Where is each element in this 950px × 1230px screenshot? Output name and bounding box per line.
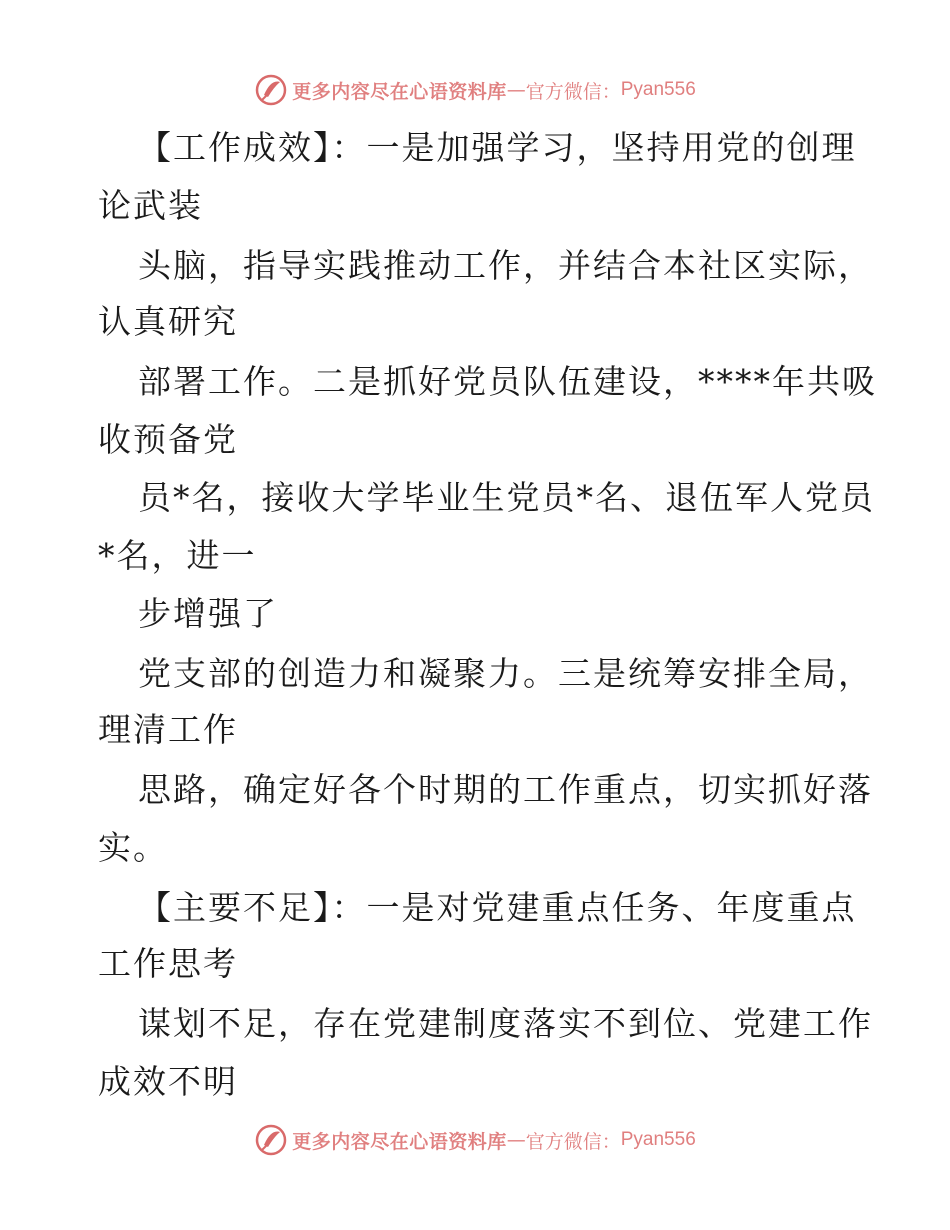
watermark-wechat-label: 官方微信： [525,80,621,103]
body-line: 实。 [98,828,168,867]
body-line: 步增强了 [138,594,278,633]
body-line: 理清工作 [98,710,238,749]
header-watermark [0,70,950,110]
body-line: 【工作成效】：一是加强学习，坚持用党的创理 [138,128,857,167]
body-line: 成效不明 [98,1062,238,1101]
body-line: 【主要不足】：一是对党建重点任务、年度重点 [138,888,857,927]
watermark-separator: — [506,79,526,101]
footer-watermark [0,1120,950,1160]
watermark-wechat-id: Pyan556 [620,1129,696,1150]
body-line: 谋划不足，存在党建制度落实不到位、党建工作 [138,1004,873,1043]
body-line: 认真研究 [98,302,238,341]
body-line: *名，进一 [98,536,257,575]
body-line: 员*名，接收大学毕业生党员*名、退伍军人党员 [138,478,875,517]
watermark-separator: — [506,1129,526,1151]
body-line: 论武装 [98,186,203,225]
watermark-wechat-id: Pyan556 [620,79,696,100]
body-line: 部署工作。二是抓好党员队伍建设，****年共吸 [138,362,877,401]
body-line: 头脑，指导实践推动工作，并结合本社区实际， [138,246,873,285]
watermark-text: 更多内容尽在心语资料库 [292,80,507,103]
watermark-text: 更多内容尽在心语资料库 [292,1130,507,1153]
body-line: 工作思考 [98,944,238,983]
body-line: 思路，确定好各个时期的工作重点，切实抓好落 [138,770,873,809]
logo-icon [254,1123,288,1157]
logo-icon [254,73,288,107]
body-line: 党支部的创造力和凝聚力。三是统筹安排全局， [138,654,873,693]
body-line: 收预备党 [98,420,238,459]
watermark-wechat-label: 官方微信： [525,1130,621,1153]
